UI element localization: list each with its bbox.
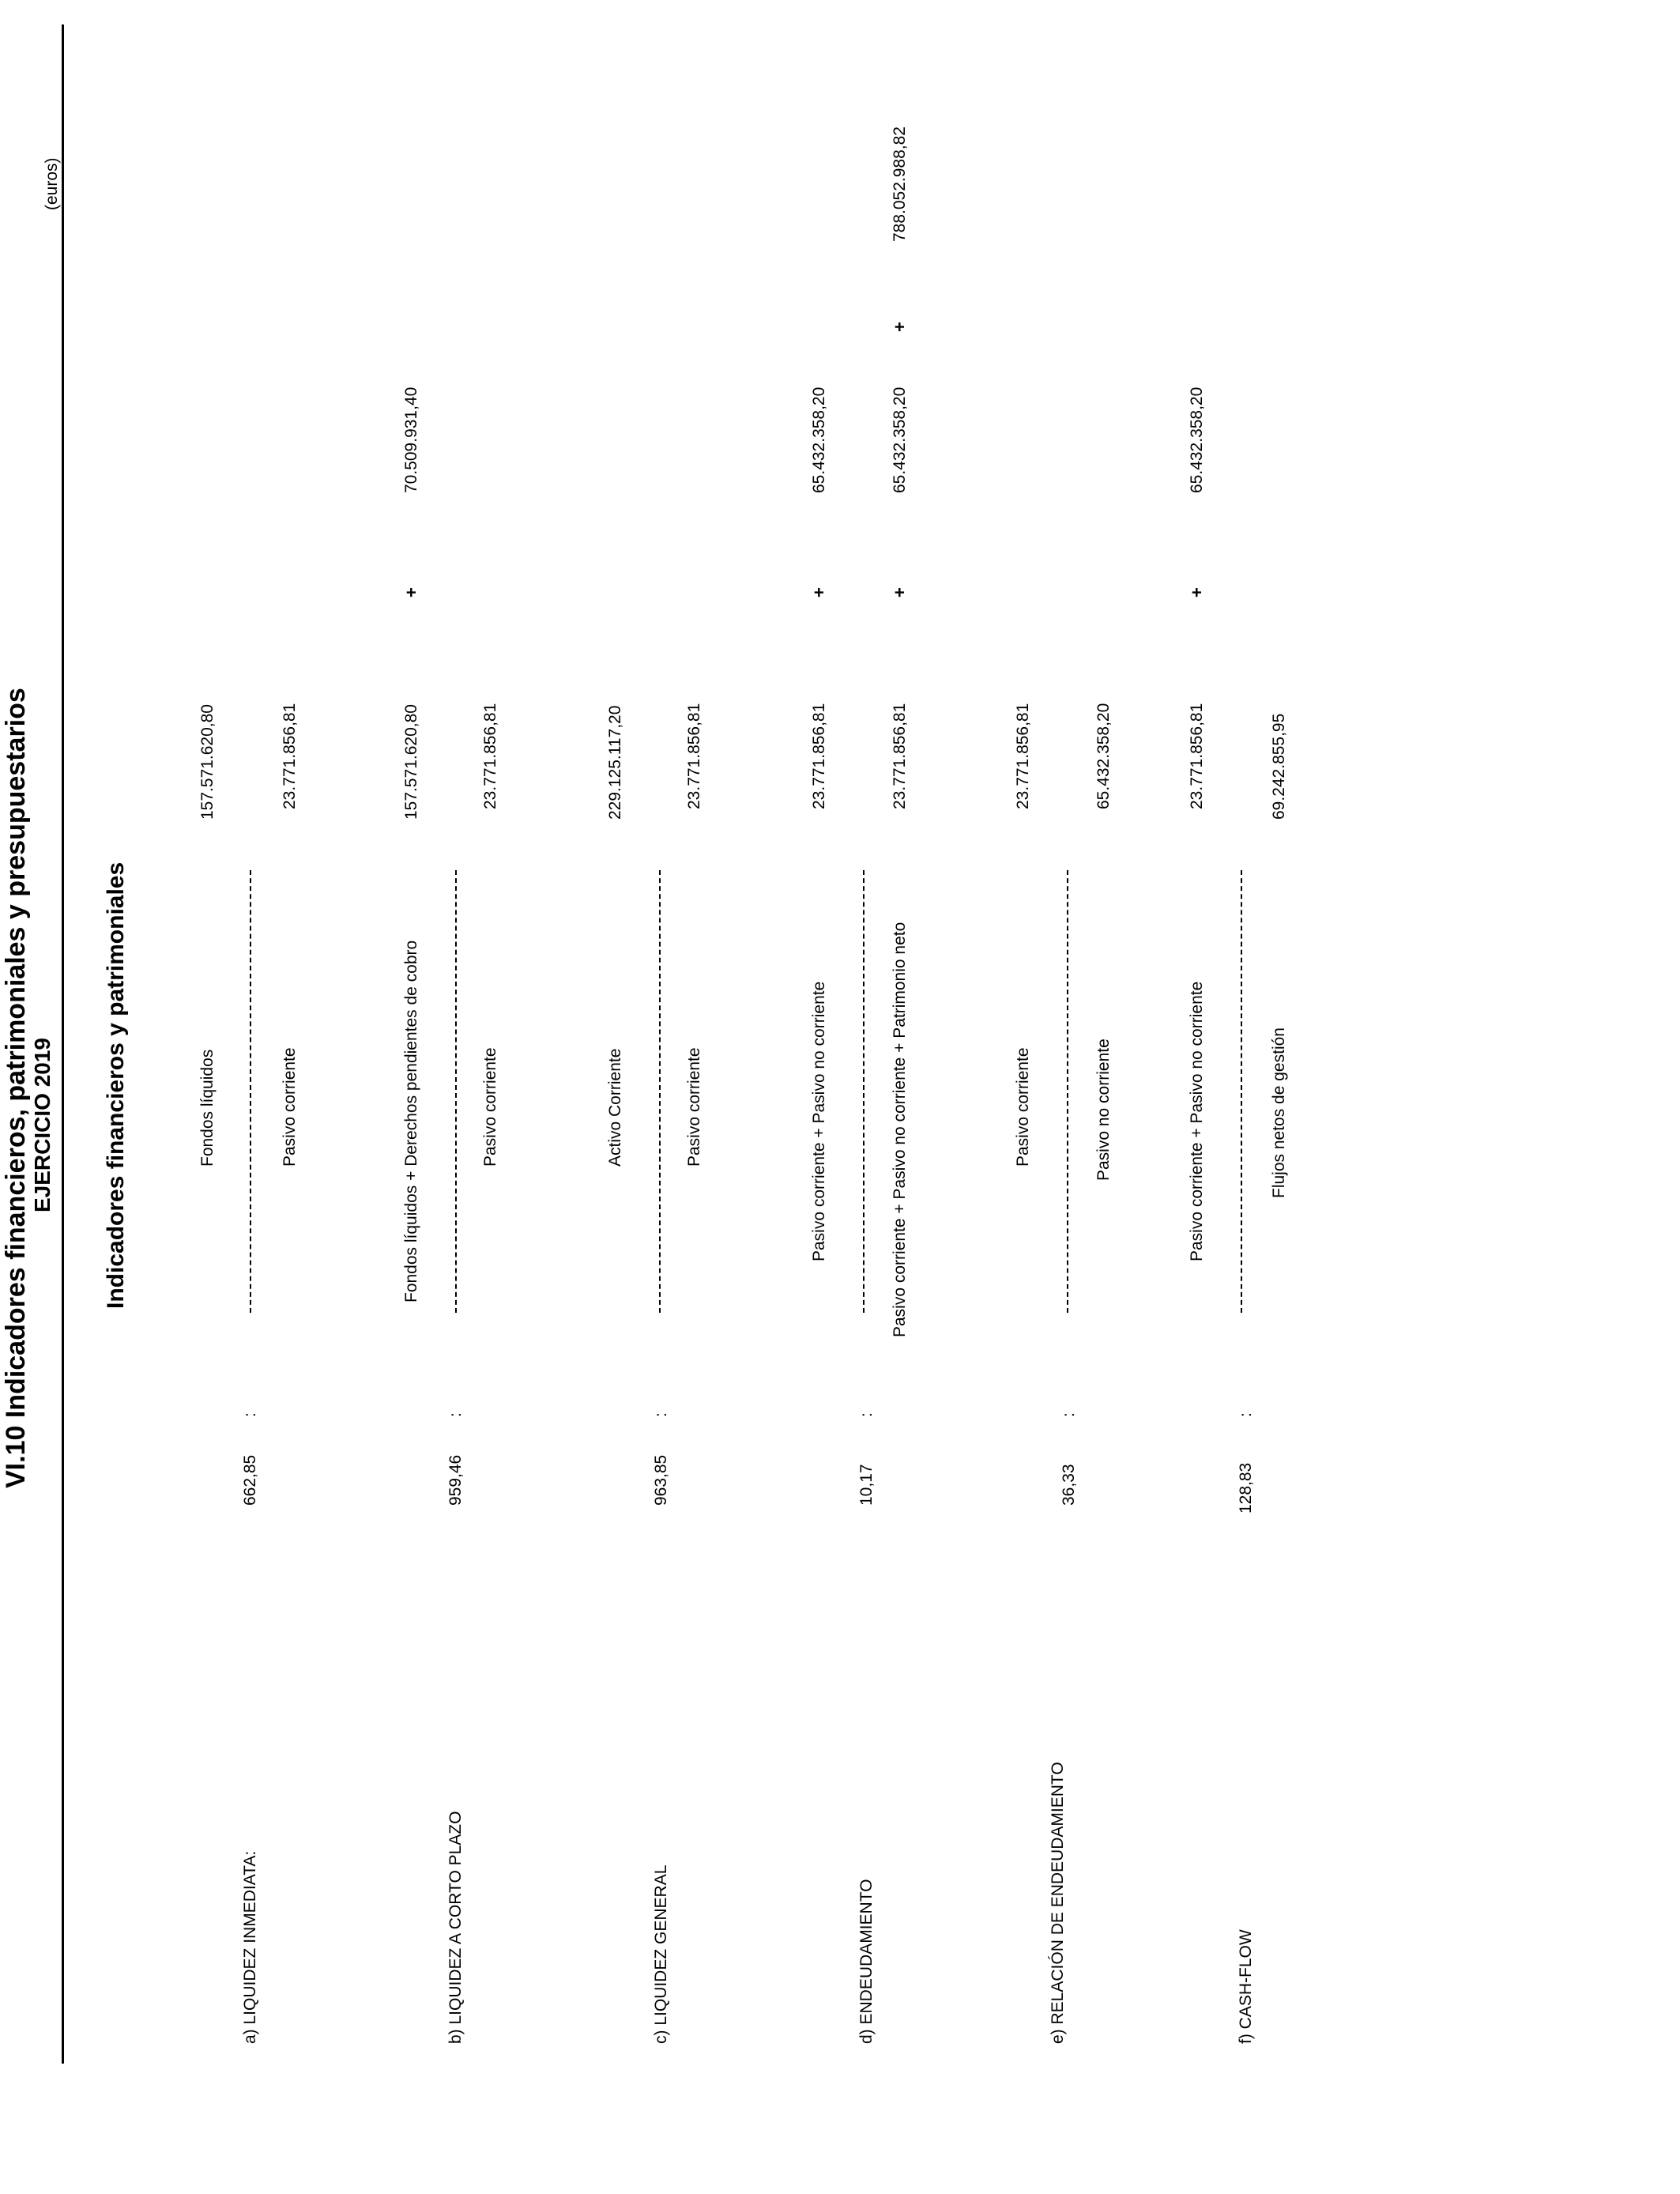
numerator-text: Fondos líquidos + Derechos pendientes de cobro: [402, 940, 420, 1302]
numerator-value: 23.771.856,81: [1188, 703, 1206, 809]
numerator-text: Pasivo corriente: [1014, 1047, 1032, 1167]
denominator-value: 23.771.856,81: [481, 703, 499, 809]
numerator-value: 70.509.931,40: [402, 386, 420, 493]
plus-sign: +: [401, 587, 421, 598]
numerator-value: 157.571.620,80: [198, 704, 217, 820]
indicator-label: a) LIQUIDEZ INMEDIATA:: [241, 1850, 259, 2044]
indicator-colon: :: [652, 1412, 670, 1417]
denominator-value: 23.771.856,81: [891, 703, 909, 809]
fraction-line: [455, 870, 457, 1313]
denominator-value: 69.242.855,95: [1270, 713, 1288, 820]
numerator-value: 157.571.620,80: [402, 704, 420, 820]
indicator-colon: :: [857, 1412, 876, 1417]
indicator-value: 10,17: [857, 1464, 876, 1506]
indicator-label: f) CASH-FLOW: [1237, 1929, 1255, 2044]
indicator-colon: :: [241, 1412, 259, 1417]
denominator-text: Pasivo corriente: [685, 1047, 703, 1167]
indicator-colon: :: [1237, 1412, 1255, 1417]
section-title: Indicadores financieros y patrimoniales: [103, 861, 129, 1309]
plus-sign: +: [890, 587, 910, 598]
fraction-line: [863, 870, 864, 1313]
denominator-text: Pasivo corriente + Pasivo no corriente + Patrimonio neto: [891, 922, 909, 1337]
numerator-text: Pasivo corriente + Pasivo no corriente: [810, 981, 828, 1261]
numerator-value: 23.771.856,81: [1014, 703, 1032, 809]
plus-sign: +: [890, 322, 910, 332]
numerator-value: 65.432.358,20: [1188, 386, 1206, 493]
numerator-value: 65.432.358,20: [810, 386, 828, 493]
numerator-value: 23.771.856,81: [810, 703, 828, 809]
denominator-value: 23.771.856,81: [281, 703, 299, 809]
numerator-text: Activo Corriente: [606, 1048, 624, 1167]
units-label: (euros): [43, 157, 61, 210]
numerator-text: Pasivo corriente + Pasivo no corriente: [1188, 981, 1206, 1261]
indicator-value: 959,46: [446, 1454, 465, 1506]
page-subtitle: EJERCICIO 2019: [30, 1038, 55, 1212]
fraction-line: [250, 870, 251, 1313]
indicator-label: e) RELACIÓN DE ENDEUDAMIENTO: [1049, 1762, 1067, 2044]
plus-sign: +: [1187, 587, 1207, 598]
indicator-label: b) LIQUIDEZ A CORTO PLAZO: [446, 1811, 465, 2044]
denominator-value: 788.052.988,82: [891, 126, 909, 242]
denominator-value: 65.432.358,20: [1094, 703, 1113, 809]
indicator-colon: :: [1060, 1412, 1078, 1417]
indicator-label: d) ENDEUDAMIENTO: [857, 1879, 876, 2044]
page-title: VI.10 Indicadores financieros, patrimoniales y presupuestarios: [1, 688, 31, 1488]
denominator-text: Flujos netos de gestión: [1270, 1027, 1288, 1198]
fraction-line: [1067, 870, 1068, 1313]
numerator-value: 229.125.117,20: [606, 705, 624, 820]
fraction-line: [1241, 870, 1242, 1313]
indicator-label: c) LIQUIDEZ GENERAL: [652, 1864, 670, 2044]
indicator-value: 36,33: [1060, 1464, 1078, 1506]
denominator-value: 23.771.856,81: [685, 703, 703, 809]
indicator-value: 963,85: [652, 1454, 670, 1506]
indicator-colon: :: [446, 1412, 465, 1417]
numerator-text: Fondos líquidos: [198, 1049, 217, 1167]
header-rule: [62, 25, 64, 2064]
indicator-value: 128,83: [1237, 1462, 1255, 1514]
denominator-text: Pasivo corriente: [281, 1047, 299, 1167]
denominator-text: Pasivo corriente: [481, 1047, 499, 1167]
fraction-line: [659, 870, 661, 1313]
denominator-value: 65.432.358,20: [891, 386, 909, 493]
denominator-text: Pasivo no corriente: [1094, 1039, 1113, 1181]
plus-sign: +: [809, 587, 829, 598]
indicator-value: 662,85: [241, 1454, 259, 1506]
